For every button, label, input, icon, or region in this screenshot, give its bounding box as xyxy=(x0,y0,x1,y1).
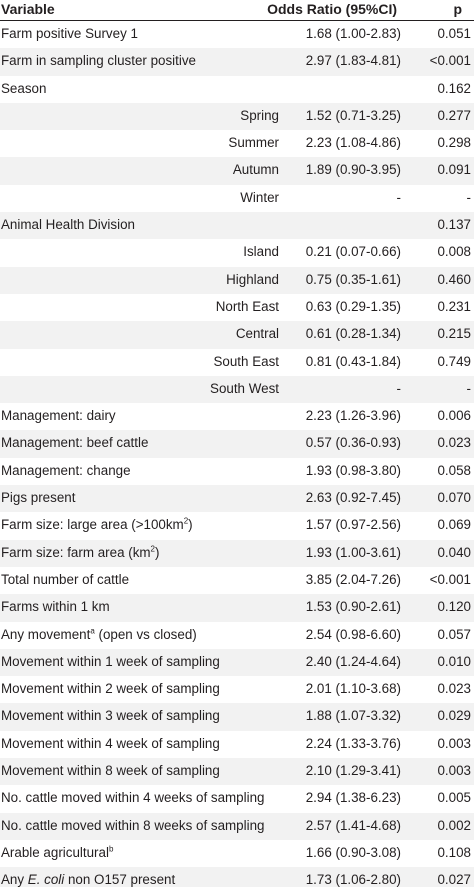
table-row xyxy=(0,622,474,649)
cell-p-value: 0.749 xyxy=(437,353,471,369)
cell-p-value: 0.460 xyxy=(437,271,471,287)
table-body xyxy=(0,21,474,887)
cell-p-value: 0.108 xyxy=(437,844,471,860)
table-row xyxy=(0,76,474,103)
table-row xyxy=(0,239,474,266)
table-row xyxy=(0,21,474,48)
cell-variable: Farm size: farm area $(km^2)$ xyxy=(1,544,160,560)
cell-p-value: 0.051 xyxy=(437,26,471,41)
cell-odds-ratio: 1.93 (1.00-3.61) xyxy=(305,544,401,560)
cell-odds-ratio: 1.88 (1.07-3.32) xyxy=(305,708,401,724)
cell-variable: Farms within 1 km xyxy=(1,599,110,615)
cell-odds-ratio: 1.66 (0.90-3.08) xyxy=(305,844,401,860)
cell-variable: Management: change xyxy=(1,462,131,478)
cell-variable: South East xyxy=(213,353,279,369)
cell-variable: Movement within 2 week of sampling xyxy=(1,681,220,697)
cell-p-value: 0.006 xyxy=(437,408,471,424)
cell-odds-ratio: 2.24 (1.33-3.76) xyxy=(305,735,401,751)
table-row xyxy=(0,676,474,703)
cell-p-value: 0.137 xyxy=(437,217,471,233)
cell-variable: Movement within 4 week of sampling xyxy=(1,735,220,751)
cell-p-value: - xyxy=(466,189,471,205)
cell-variable: Island xyxy=(243,244,279,260)
cell-variable: No. cattle moved within 8 weeks of sampling xyxy=(1,817,265,833)
table-row xyxy=(0,458,474,485)
cell-variable: No. cattle moved within 4 weeks of sampling xyxy=(1,790,265,806)
cell-p-value: - xyxy=(466,380,471,396)
cell-odds-ratio: 1.52 (0.71-3.25) xyxy=(305,107,401,123)
cell-odds-ratio: 1.57 (0.97-2.56) xyxy=(305,517,401,533)
cell-odds-ratio: 2.40 (1.24-4.64) xyxy=(305,653,401,669)
cell-variable: Central xyxy=(235,326,279,342)
cell-odds-ratio: 2.23 (1.26-3.96) xyxy=(305,408,401,424)
table-header xyxy=(0,0,474,21)
cell-odds-ratio: 0.63 (0.29-1.35) xyxy=(305,298,401,314)
cell-p-value: 0.070 xyxy=(437,490,471,506)
table-row xyxy=(0,130,474,157)
table-row xyxy=(0,731,474,758)
cell-p-value: 0.120 xyxy=(437,599,471,615)
cell-variable: Management: dairy xyxy=(1,408,116,424)
table-row xyxy=(0,840,474,867)
cell-odds-ratio: 2.94 (1.38-6.23) xyxy=(305,790,401,806)
cell-p-value: 0.040 xyxy=(437,544,471,560)
cell-variable: Pigs present xyxy=(1,490,76,506)
cell-odds-ratio: - xyxy=(396,189,401,205)
cell-p-value: 0.008 xyxy=(437,244,471,260)
cell-p-value: 0.010 xyxy=(437,653,471,669)
cell-odds-ratio: 0.61 (0.28-1.34) xyxy=(305,326,401,342)
table-row xyxy=(0,485,474,512)
header-variable: Variable xyxy=(1,1,55,17)
table-row xyxy=(0,157,474,184)
table-row xyxy=(0,321,474,348)
cell-odds-ratio: 3.85 (2.04-7.26) xyxy=(305,571,401,587)
table-row xyxy=(0,103,474,130)
cell-variable: Summer xyxy=(228,135,279,151)
cell-p-value: 0.027 xyxy=(437,872,471,887)
table-row xyxy=(0,567,474,594)
cell-variable: Spring xyxy=(240,107,279,123)
cell-odds-ratio: 1.89 (0.90-3.95) xyxy=(305,162,401,178)
cell-variable: Farm in sampling cluster positive xyxy=(1,53,196,69)
table-row xyxy=(0,785,474,812)
cell-odds-ratio: 1.68 (1.00-2.83) xyxy=(305,26,401,41)
cell-odds-ratio: 1.93 (0.98-3.80) xyxy=(305,462,401,478)
cell-odds-ratio: 1.73 (1.06-2.80) xyxy=(305,872,401,887)
table-row xyxy=(0,703,474,730)
cell-p-value: 0.231 xyxy=(437,298,471,314)
cell-p-value: 0.277 xyxy=(437,107,471,123)
cell-variable: Farm positive Survey 1 xyxy=(1,26,138,41)
cell-variable: Animal Health Division xyxy=(1,217,135,233)
cell-p-value: 0.003 xyxy=(437,763,471,779)
cell-variable: Highland xyxy=(226,271,279,287)
cell-p-value: 0.162 xyxy=(437,80,471,96)
cell-variable: Any E. coli non O157 present xyxy=(1,872,176,887)
table-row xyxy=(0,813,474,840)
cell-odds-ratio: 2.97 (1.83-4.81) xyxy=(305,53,401,69)
cell-p-value: 0.003 xyxy=(437,735,471,751)
cell-p-value: 0.057 xyxy=(437,626,471,642)
cell-p-value: 0.023 xyxy=(437,681,471,697)
cell-p-value: 0.002 xyxy=(437,817,471,833)
cell-p-value: 0.069 xyxy=(437,517,471,533)
cell-variable: Management: beef cattle xyxy=(1,435,149,451)
table-row xyxy=(0,594,474,621)
cell-variable: Farm size: large area $(>100km^2)$ xyxy=(1,516,193,533)
cell-variable: Movement within 8 week of sampling xyxy=(1,763,220,779)
cell-odds-ratio: - xyxy=(396,380,401,396)
table-row xyxy=(0,185,474,212)
cell-odds-ratio: 0.81 (0.43-1.84) xyxy=(305,353,401,369)
header-odds-ratio: Odds Ratio (95%CI) xyxy=(267,1,397,17)
cell-p-value: 0.005 xyxy=(437,790,471,806)
cell-odds-ratio: 2.10 (1.29-3.41) xyxy=(305,763,401,779)
cell-p-value: 0.023 xyxy=(437,435,471,451)
cell-p-value: 0.298 xyxy=(437,135,471,151)
cell-variable: North East xyxy=(215,298,279,314)
cell-variable: Movement within 1 week of sampling xyxy=(1,653,220,669)
table-row xyxy=(0,649,474,676)
table-row xyxy=(0,267,474,294)
cell-variable: Autumn xyxy=(232,162,279,178)
table-row xyxy=(0,758,474,785)
cell-variable: Total number of cattle xyxy=(1,571,130,587)
cell-p-value: <0.001 xyxy=(429,53,471,69)
cell-variable: Arable agricultural$^b$ xyxy=(1,844,114,860)
header-p: p xyxy=(453,1,462,17)
table-row xyxy=(0,294,474,321)
table-row xyxy=(0,867,474,887)
table-row xyxy=(0,212,474,239)
cell-p-value: 0.029 xyxy=(437,708,471,724)
table-row xyxy=(0,512,474,539)
cell-odds-ratio: 2.63 (0.92-7.45) xyxy=(305,490,401,506)
cell-p-value: <0.001 xyxy=(429,571,471,587)
cell-odds-ratio: 0.75 (0.35-1.61) xyxy=(305,271,401,287)
cell-variable: South West xyxy=(210,380,279,396)
cell-odds-ratio: 2.54 (0.98-6.60) xyxy=(305,626,401,642)
cell-odds-ratio: 2.57 (1.41-4.68) xyxy=(305,817,401,833)
cell-variable: Movement within 3 week of sampling xyxy=(1,708,220,724)
cell-variable: Any movement$^a$ (open vs closed) xyxy=(1,626,197,642)
table-row xyxy=(0,376,474,403)
cell-p-value: 0.091 xyxy=(437,162,471,178)
cell-p-value: 0.058 xyxy=(437,462,471,478)
cell-variable: Season xyxy=(1,80,47,96)
cell-variable: Winter xyxy=(240,189,279,205)
cell-odds-ratio: 2.23 (1.08-4.86) xyxy=(305,135,401,151)
cell-p-value: 0.215 xyxy=(437,326,471,342)
cell-odds-ratio: 2.01 (1.10-3.68) xyxy=(305,681,401,697)
cell-odds-ratio: 1.53 (0.90-2.61) xyxy=(305,599,401,615)
table-row xyxy=(0,540,474,567)
cell-odds-ratio: 0.21 (0.07-0.66) xyxy=(305,244,401,260)
table-row xyxy=(0,48,474,75)
cell-odds-ratio: 0.57 (0.36-0.93) xyxy=(305,435,401,451)
table-row xyxy=(0,349,474,376)
table-row xyxy=(0,430,474,457)
table-row xyxy=(0,403,474,430)
